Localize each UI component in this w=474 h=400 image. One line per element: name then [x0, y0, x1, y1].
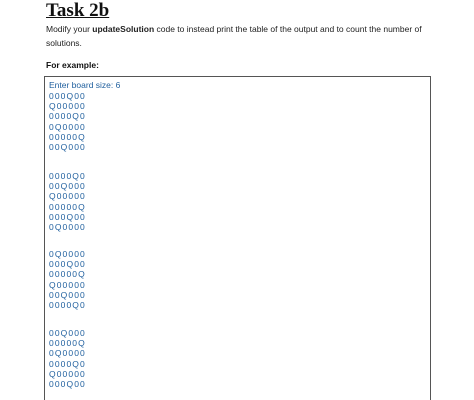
grid-row: Q00000	[49, 191, 86, 202]
grid-row: 00000Q	[49, 338, 86, 349]
grid-row: Q00000	[49, 101, 86, 112]
grid-row: 00Q000	[49, 328, 86, 338]
grid-row: Q00000	[49, 279, 86, 290]
solution-grid-1	[49, 91, 86, 152]
grid-row: 0000Q0	[49, 299, 86, 310]
grid-row: 00000Q	[49, 269, 86, 280]
grid-row: 0Q0000	[49, 249, 86, 259]
grid-row: 000Q00	[49, 259, 86, 270]
grid-row: Q00000	[49, 368, 86, 379]
grid-row: 0Q0000	[49, 348, 86, 359]
grid-row: 000Q00	[49, 378, 86, 389]
example-label: For example:	[46, 60, 99, 70]
board-size-prompt: Enter board size: 6	[49, 80, 121, 90]
grid-row: 00Q000	[49, 141, 86, 152]
grid-row: 00Q000	[49, 181, 86, 192]
grid-row: 000Q00	[49, 211, 86, 222]
description-bold-term: updateSolution	[92, 24, 155, 34]
solution-grid-3	[49, 249, 86, 310]
grid-row: 0000Q0	[49, 171, 86, 181]
grid-row: 0000Q0	[49, 358, 86, 369]
task-description	[46, 22, 438, 50]
task-title: Task 2b	[46, 0, 110, 21]
grid-row: 000Q00	[49, 91, 86, 101]
grid-row: 00Q000	[49, 289, 86, 300]
description-prefix: Modify your	[46, 24, 93, 34]
grid-row: 0Q0000	[49, 121, 86, 132]
solution-grid-4	[49, 328, 86, 389]
description-suffix: code to instead print the table of the output and to count the number of solutions.	[46, 24, 422, 48]
grid-row: 00000Q	[49, 201, 86, 212]
grid-row: 0Q0000	[49, 221, 86, 232]
grid-row: 00000Q	[49, 131, 86, 142]
grid-row: 0000Q0	[49, 111, 86, 122]
example-output-box	[44, 76, 431, 400]
solution-grid-2	[49, 171, 86, 232]
